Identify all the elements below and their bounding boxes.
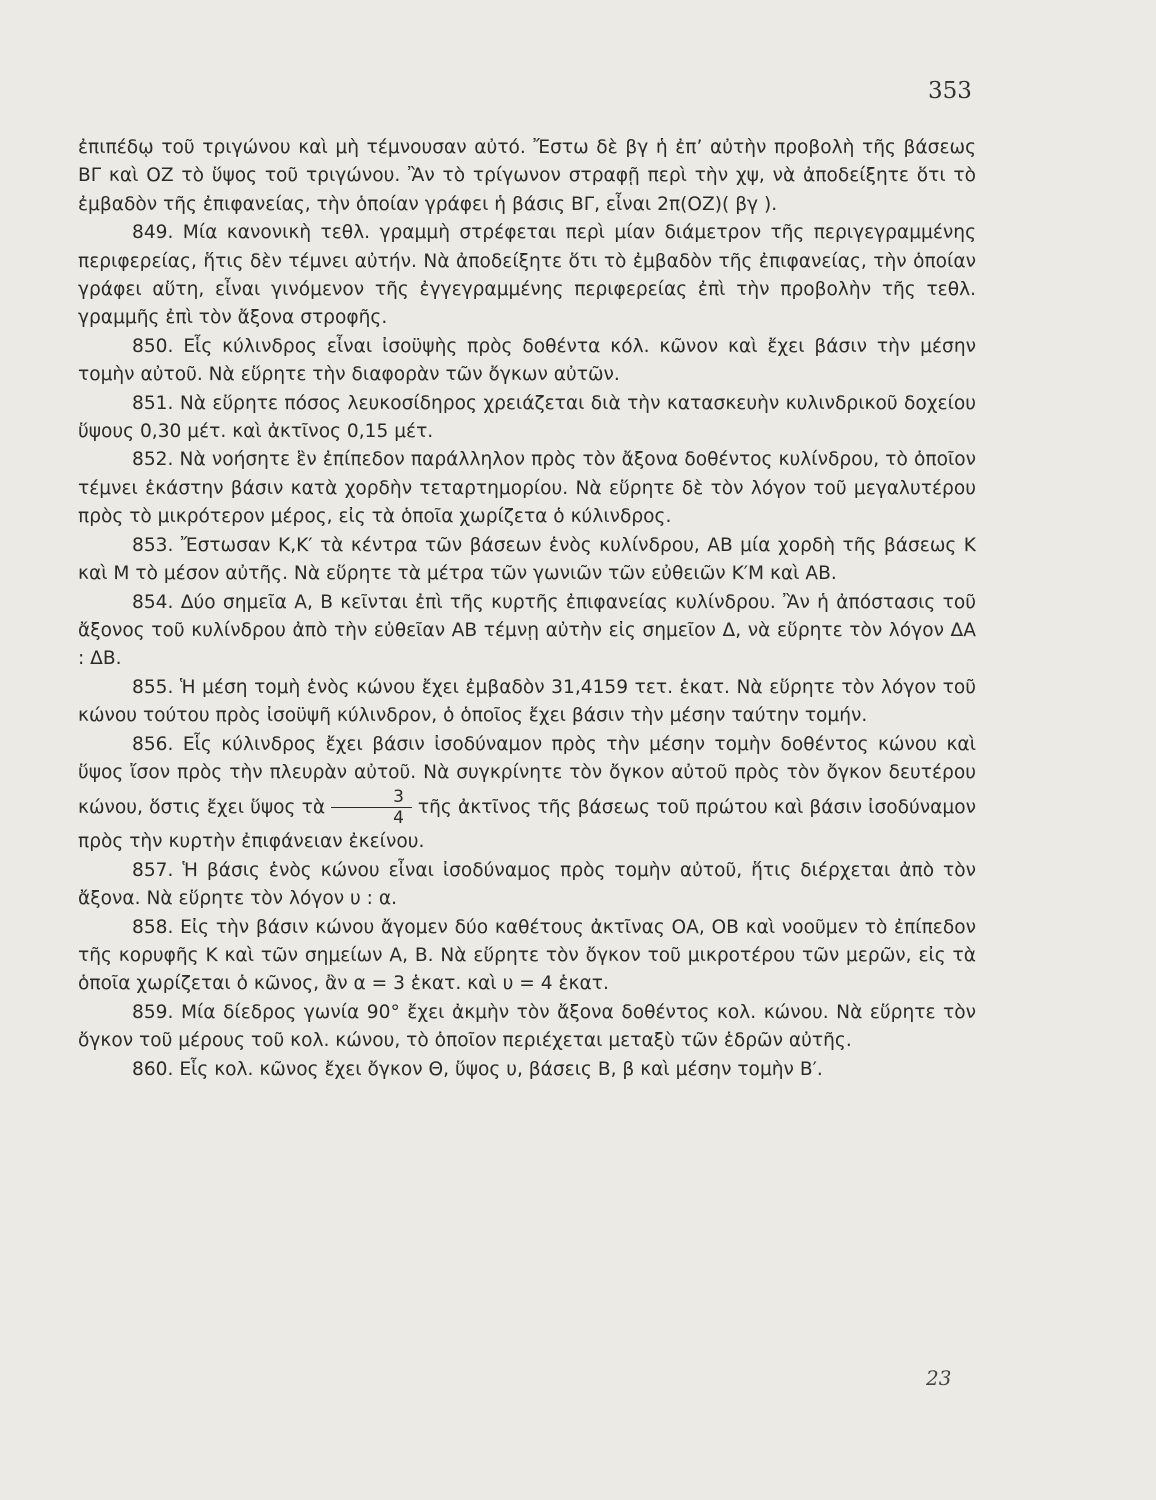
problem-852 xyxy=(78,446,976,531)
signature-mark: 23 xyxy=(926,1366,952,1390)
fraction-three-quarters xyxy=(331,787,412,828)
problem-text: Μία κανονικὴ τεθλ. γραμμὴ στρέφεται περὶ μίαν διάμετρον τῆς περιγεγραμμένης περιφερείας, ἥτις δὲν τέμνει αὐτήν. Νὰ ἀποδείξητε ὅτι τὸ ἐμβαδὸν τῆς ἐπιφανείας, τὴν ὁποίαν γράφει αὕτη, εἶναι γινόμενον τῆς ἐγγεγραμμένης περιφερείας ἐπὶ τὴν προβολὴν τῆς τεθλ. γραμμῆς ἐπὶ τὸν ἄξονα στροφῆς. xyxy=(78,222,976,329)
problem-text: Εἷς κολ. κῶνος ἔχει ὄγκον Θ, ὕψος υ, βάσεις Β, β καὶ μέσην τομὴν Β′. xyxy=(179,1058,823,1080)
page-number: 353 xyxy=(928,78,972,104)
problem-number: 859. xyxy=(132,1001,174,1023)
problem-851 xyxy=(78,390,976,447)
problem-text-continued: τῆς ἀκτῖνος τῆς βάσεως τοῦ πρώτου καὶ βάσιν ἰσοδύναμον πρὸς τὴν κυρτὴν ἐπιφάνειαν ἐκείνου. xyxy=(78,797,976,853)
fraction-denominator: 4 xyxy=(393,808,404,829)
problem-857 xyxy=(78,857,976,914)
problem-text: Ἡ βάσις ἑνὸς κώνου εἶναι ἰσοδύναμος πρὸς τομὴν αὐτοῦ, ἥτις διέρχεται ἀπὸ τὸν ἄξονα. Νὰ εὕρητε τὸν λόγον υ : α. xyxy=(78,859,976,910)
problem-text: Εἷς κύλινδρος εἶναι ἰσοϋψὴς πρὸς δοθέντα κόλ. κῶνον καὶ ἔχει βάσιν τὴν μέσην τομὴν αὐτοῦ. Νὰ εὕρητε τὴν διαφορὰν τῶν ὄγκων αὐτῶν. xyxy=(78,335,976,386)
problem-number: 857. xyxy=(132,859,174,881)
problem-number: 855. xyxy=(132,676,174,698)
problem-858 xyxy=(78,914,976,999)
problem-854 xyxy=(78,589,976,674)
problem-text: Εἰς τὴν βάσιν κώνου ἄγομεν δύο καθέτους ἀκτῖνας ΟΑ, ΟΒ καὶ νοοῦμεν τὸ ἐπίπεδον τῆς κορυφῆς Κ καὶ τῶν σημείων Α, Β. Νὰ εὕρητε τὸν ὄγκον τοῦ μικροτέρου τῶν μερῶν, εἰς τὰ ὁποῖα χωρίζεται ὁ κῶνος, ἂν α = 3 ἑκατ. καὶ υ = 4 ἑκατ. xyxy=(78,916,976,995)
problem-text: Δύο σημεῖα Α, Β κεῖνται ἐπὶ τῆς κυρτῆς ἐπιφανείας κυλίνδρου. Ἂν ἡ ἀπόστασις τοῦ ἄξονος τοῦ κυλίνδρου ἀπὸ τὴν εὐθεῖαν ΑΒ τέμνῃ αὐτὴν εἰς σημεῖον Δ, νὰ εὕρητε τὸν λόγον ΔΑ : ΔΒ. xyxy=(78,591,976,670)
problem-855 xyxy=(78,674,976,731)
page-body xyxy=(78,134,976,1084)
problem-856 xyxy=(78,731,976,857)
problem-number: 850. xyxy=(132,335,174,357)
problem-850 xyxy=(78,333,976,390)
problem-text: Νὰ νοήσητε ἓν ἐπίπεδον παράλληλον πρὸς τὸν ἄξονα δοθέντος κυλίνδρου, τὸ ὁποῖον τέμνει ἑκάστην βάσιν κατὰ χορδὴν τεταρτημορίου. Νὰ εὕρητε δὲ τὸν λόγον τοῦ μεγαλυτέρου πρὸς τὸ μικρότερον μέρος, εἰς τὰ ὁποῖα χωρίζετα ὁ κύλινδρος. xyxy=(78,449,977,528)
problem-number: 849. xyxy=(132,222,174,244)
problem-text: Ἔστωσαν Κ,Κ′ τὰ κέντρα τῶν βάσεων ἑνὸς κυλίνδρου, ΑΒ μία χορδὴ τῆς βάσεως Κ καὶ Μ τὸ μέσον αὐτῆς. Νὰ εὕρητε τὰ μέτρα τῶν γωνιῶν τῶν εὐθειῶν Κ′Μ καὶ ΑΒ. xyxy=(78,534,976,585)
intro-paragraph: ἐπιπέδῳ τοῦ τριγώνου καὶ μὴ τέμνουσαν αὐτό. Ἔστω δὲ βγ ἡ ἐπ’ αὐτὴν προβολὴ τῆς βάσεως ΒΓ καὶ ΟΖ τὸ ὕψος τοῦ τριγώνου. Ἂν τὸ τρίγωνον στραφῇ περὶ τὴν χψ, νὰ ἀποδείξητε ὅτι τὸ ἐμβαδὸν τῆς ἐπιφανείας, τὴν ὁποίαν γράφει ἡ βάσις ΒΓ, εἶναι 2π(ΟΖ)( βγ ). xyxy=(78,137,976,215)
problem-number: 851. xyxy=(132,392,174,414)
problem-number: 854. xyxy=(132,591,174,613)
problem-849 xyxy=(78,219,976,333)
problem-859 xyxy=(78,999,976,1056)
problem-853 xyxy=(78,532,976,589)
problem-text: Νὰ εὕρητε πόσος λευκοσίδηρος χρειάζεται διὰ τὴν κατασκευὴν κυλινδρικοῦ δοχείου ὕψους 0,30 μέτ. καὶ ἀκτῖνος 0,15 μέτ. xyxy=(78,392,976,443)
problem-number: 858. xyxy=(132,916,174,938)
problem-number: 853. xyxy=(132,534,174,556)
problem-number: 856. xyxy=(132,733,174,755)
problem-text: Ἡ μέση τομὴ ἑνὸς κώνου ἔχει ἐμβαδὸν 31,4159 τετ. ἑκατ. Νὰ εὕρητε τὸν λόγον τοῦ κώνου τούτου πρὸς ἰσοϋψῆ κύλινδρον, ὁ ὁποῖος ἔχει βάσιν τὴν μέσην ταύτην τομήν. xyxy=(78,676,976,727)
problem-860 xyxy=(78,1056,976,1084)
problem-text: Εἷς κύλινδρος ἔχει βάσιν ἰσοδύναμον πρὸς τὴν μέσην τομὴν δοθέντος κώνου καὶ ὕψος ἴσον πρὸς τὴν πλευρὰν αὐτοῦ. Νὰ συγκρίνητε τὸν ὄγκον αὐτοῦ πρὸς τὸν ὄγκον δευτέρου κώνου, ὅστις ἔχει ὕψος τὰ xyxy=(78,733,976,819)
problem-number: 852. xyxy=(132,449,174,471)
problem-number: 860. xyxy=(132,1058,174,1080)
fraction-numerator: 3 xyxy=(331,787,412,808)
problem-text: Μία δίεδρος γωνία 90° ἔχει ἀκμὴν τὸν ἄξονα δοθέντος κολ. κώνου. Νὰ εὕρητε τὸν ὄγκον τοῦ μέρους τοῦ κολ. κώνου, τὸ ὁποῖον περιέχεται μεταξὺ τῶν ἑδρῶν αὐτῆς. xyxy=(78,1001,976,1052)
